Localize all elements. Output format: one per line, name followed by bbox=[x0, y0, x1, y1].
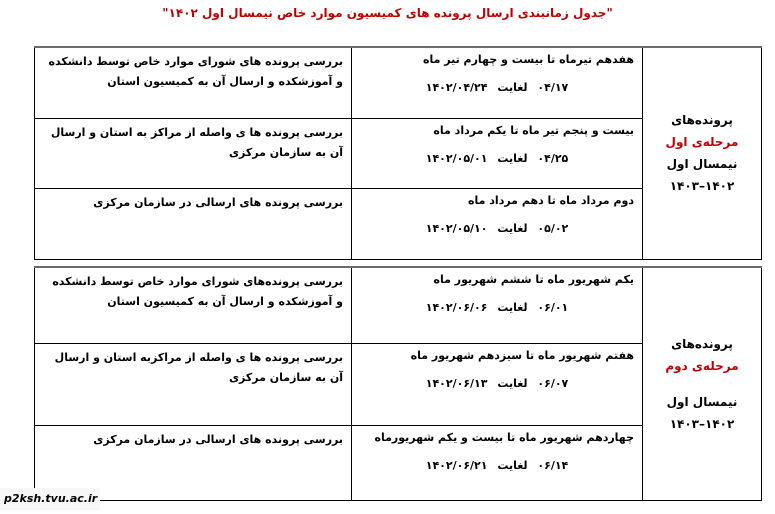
table-row bbox=[35, 47, 762, 118]
period-text: چهاردهم شهریور ماه تا بیست و یکم شهریورماه bbox=[374, 430, 634, 444]
description-text: بررسی پرونده‌های شورای موارد خاص توسط دانشکده و آموزشکده و ارسال آن به کمیسیون استان bbox=[52, 275, 343, 308]
date-range: ۰۶/۱۴ لغایت ۱۴۰۲/۰۶/۲۱ bbox=[425, 458, 569, 472]
description-text: بررسی پرونده ها ی واصله از مراکز به استان و ارسال آن به سازمان مرکزی bbox=[50, 125, 343, 159]
period-text: بیست و پنجم تیر ماه تا یکم مرداد ماه bbox=[433, 123, 634, 137]
description-text: بررسی پرونده های ارسالی در سازمان مرکزی bbox=[93, 195, 343, 209]
time-cell bbox=[352, 267, 643, 343]
time-cell bbox=[352, 118, 643, 188]
description-cell bbox=[35, 47, 352, 118]
time-cell bbox=[352, 188, 643, 259]
date-range: ۰۵/۰۲ لغایت ۱۴۰۲/۰۵/۱۰ bbox=[425, 221, 569, 235]
stage-label-cell bbox=[643, 47, 762, 259]
description-cell bbox=[35, 343, 352, 425]
stage-label-cell bbox=[643, 267, 762, 500]
description-text: بررسی پرونده های ارسالی در سازمان مرکزی bbox=[93, 432, 343, 446]
time-cell bbox=[352, 425, 643, 500]
year-range: ۱۴۰۲–۱۴۰۳ bbox=[669, 416, 735, 431]
table-row bbox=[35, 267, 762, 343]
period-text: هفدهم تیرماه تا بیست و چهارم تیر ماه bbox=[422, 53, 634, 66]
date-range: ۰۴/۲۵ لغایت ۱۴۰۲/۰۵/۰۱ bbox=[425, 151, 569, 165]
description-text: بررسی پرونده ها ی واصله از مراکزبه استان و ارسال آن به سازمان مرکزی bbox=[54, 350, 343, 384]
time-cell bbox=[352, 343, 643, 425]
schedule-table-stage-2 bbox=[34, 266, 762, 501]
watermark-url: p2ksh.tvu.ac.ir bbox=[0, 488, 100, 510]
stage-line: پرونده‌های bbox=[671, 336, 733, 351]
time-cell bbox=[352, 47, 643, 118]
date-range: ۰۶/۰۱ لغایت ۱۴۰۲/۰۶/۰۶ bbox=[425, 301, 569, 314]
semester-label: نیمسال اول bbox=[666, 157, 738, 172]
period-text: هفتم شهریور ماه تا سیزدهم شهریور ماه bbox=[410, 348, 634, 362]
description-text: بررسی پرونده های شورای موارد خاص توسط دانشکده و آموزشکده و ارسال آن به کمیسیون استان bbox=[48, 55, 343, 88]
stage-name: مرحله‌ی اول bbox=[665, 135, 739, 150]
document-title: "جدول زمانبندی ارسال پرونده های کمیسیون موارد خاص نیمسال اول ۱۴۰۲" bbox=[162, 6, 613, 20]
semester-label: نیمسال اول bbox=[666, 394, 738, 409]
description-cell bbox=[35, 267, 352, 343]
period-text: دوم مرداد ماه تا دهم مرداد ماه bbox=[468, 193, 634, 207]
description-cell bbox=[35, 118, 352, 188]
date-range: ۰۴/۱۷ لغایت ۱۴۰۲/۰۴/۲۴ bbox=[425, 81, 569, 94]
schedule-table-stage-1 bbox=[34, 46, 762, 260]
stage-name: مرحله‌ی دوم bbox=[665, 358, 739, 373]
period-text: یکم شهریور ماه تا ششم شهریور ماه bbox=[433, 273, 634, 286]
year-range: ۱۴۰۲–۱۴۰۳ bbox=[669, 179, 735, 194]
stage-line: پرونده‌های bbox=[671, 113, 733, 128]
date-range: ۰۶/۰۷ لغایت ۱۴۰۲/۰۶/۱۳ bbox=[425, 376, 569, 390]
description-cell bbox=[35, 188, 352, 259]
